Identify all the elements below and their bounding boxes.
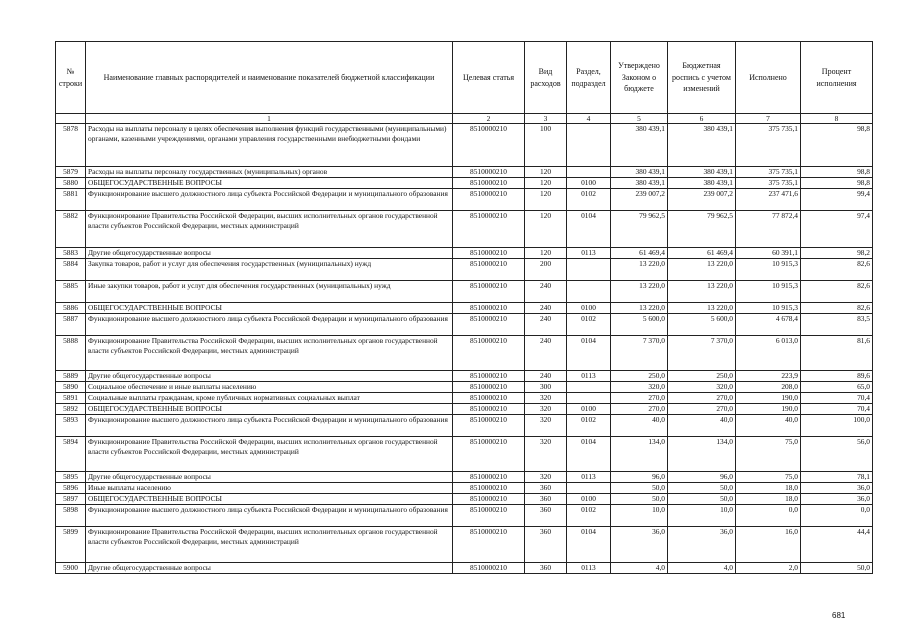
row-executed: 75,0 <box>736 472 801 483</box>
row-percent: 98,8 <box>801 124 873 167</box>
row-expense-type: 360 <box>525 483 567 494</box>
row-percent: 98,8 <box>801 178 873 189</box>
table-row <box>56 281 873 303</box>
row-executed: 18,0 <box>736 483 801 494</box>
header-row-no: № строки <box>56 42 86 114</box>
colnum-5: 5 <box>611 114 668 124</box>
table-row <box>56 527 873 563</box>
row-number: 5883 <box>56 248 86 259</box>
colnum-2: 2 <box>453 114 525 124</box>
row-percent: 70,4 <box>801 393 873 404</box>
table-row <box>56 167 873 178</box>
row-percent: 44,4 <box>801 527 873 563</box>
row-percent: 82,6 <box>801 303 873 314</box>
row-number: 5882 <box>56 211 86 248</box>
row-executed: 10 915,3 <box>736 281 801 303</box>
row-name: Функционирование высшего должностного лица субъекта Российской Федерации и муниципального образования <box>86 189 453 211</box>
row-target-article: 8510000210 <box>453 527 525 563</box>
row-section: 0113 <box>567 563 611 574</box>
header-section: Раздел, подраздел <box>567 42 611 114</box>
row-approved: 5 600,0 <box>611 314 668 336</box>
row-name: ОБЩЕГОСУДАРСТВЕННЫЕ ВОПРОСЫ <box>86 494 453 505</box>
row-name: Функционирование Правительства Российской Федерации, высших исполнительных органов государственной власти субъектов Российской Федерации, местных администраций <box>86 437 453 472</box>
row-number: 5893 <box>56 415 86 437</box>
row-section: 0100 <box>567 178 611 189</box>
row-number: 5898 <box>56 505 86 527</box>
row-section: 0104 <box>567 437 611 472</box>
row-budget-list: 250,0 <box>668 371 736 382</box>
row-budget-list: 13 220,0 <box>668 303 736 314</box>
row-expense-type: 120 <box>525 211 567 248</box>
row-approved: 50,0 <box>611 483 668 494</box>
row-target-article: 8510000210 <box>453 178 525 189</box>
row-approved: 250,0 <box>611 371 668 382</box>
row-number: 5878 <box>56 124 86 167</box>
table-row <box>56 382 873 393</box>
row-budget-list: 5 600,0 <box>668 314 736 336</box>
row-target-article: 8510000210 <box>453 472 525 483</box>
row-section <box>567 281 611 303</box>
row-expense-type: 320 <box>525 415 567 437</box>
row-name: Социальные выплаты гражданам, кроме публичных нормативных социальных выплат <box>86 393 453 404</box>
row-name: Функционирование высшего должностного лица субъекта Российской Федерации и муниципального образования <box>86 314 453 336</box>
row-section: 0102 <box>567 189 611 211</box>
row-budget-list: 239 007,2 <box>668 189 736 211</box>
row-percent: 97,4 <box>801 211 873 248</box>
row-approved: 96,0 <box>611 472 668 483</box>
row-section <box>567 124 611 167</box>
row-target-article: 8510000210 <box>453 303 525 314</box>
row-number: 5886 <box>56 303 86 314</box>
row-budget-list: 50,0 <box>668 483 736 494</box>
row-expense-type: 320 <box>525 393 567 404</box>
row-target-article: 8510000210 <box>453 167 525 178</box>
budget-execution-table <box>55 41 873 574</box>
row-expense-type: 360 <box>525 563 567 574</box>
row-name: Функционирование Правительства Российской Федерации, высших исполнительных органов государственной власти субъектов Российской Федерации, местных администраций <box>86 336 453 371</box>
row-expense-type: 120 <box>525 189 567 211</box>
table-row <box>56 189 873 211</box>
table-row <box>56 393 873 404</box>
table-row <box>56 472 873 483</box>
row-section: 0100 <box>567 494 611 505</box>
row-budget-list: 320,0 <box>668 382 736 393</box>
row-expense-type: 120 <box>525 178 567 189</box>
row-expense-type: 240 <box>525 314 567 336</box>
row-executed: 77 872,4 <box>736 211 801 248</box>
row-approved: 10,0 <box>611 505 668 527</box>
row-executed: 223,9 <box>736 371 801 382</box>
row-expense-type: 360 <box>525 505 567 527</box>
row-target-article: 8510000210 <box>453 382 525 393</box>
row-executed: 0,0 <box>736 505 801 527</box>
header-name: Наименование главных распорядителей и наименование показателей бюджетной классификации <box>86 42 453 114</box>
row-target-article: 8510000210 <box>453 371 525 382</box>
row-section <box>567 259 611 281</box>
row-target-article: 8510000210 <box>453 336 525 371</box>
row-name: Расходы на выплаты персоналу государственных (муниципальных) органов <box>86 167 453 178</box>
row-section: 0113 <box>567 472 611 483</box>
row-percent: 82,6 <box>801 281 873 303</box>
row-section <box>567 167 611 178</box>
row-executed: 2,0 <box>736 563 801 574</box>
row-percent: 99,4 <box>801 189 873 211</box>
row-target-article: 8510000210 <box>453 404 525 415</box>
colnum-1: 1 <box>86 114 453 124</box>
row-budget-list: 36,0 <box>668 527 736 563</box>
table-row <box>56 211 873 248</box>
table-row <box>56 336 873 371</box>
row-section: 0102 <box>567 415 611 437</box>
row-expense-type: 100 <box>525 124 567 167</box>
row-section: 0100 <box>567 404 611 415</box>
row-budget-list: 380 439,1 <box>668 124 736 167</box>
row-percent: 36,0 <box>801 494 873 505</box>
row-percent: 83,5 <box>801 314 873 336</box>
row-approved: 134,0 <box>611 437 668 472</box>
row-target-article: 8510000210 <box>453 259 525 281</box>
table-row <box>56 259 873 281</box>
row-budget-list: 270,0 <box>668 404 736 415</box>
row-executed: 4 678,4 <box>736 314 801 336</box>
row-target-article: 8510000210 <box>453 124 525 167</box>
row-name: ОБЩЕГОСУДАРСТВЕННЫЕ ВОПРОСЫ <box>86 303 453 314</box>
row-expense-type: 120 <box>525 167 567 178</box>
row-approved: 50,0 <box>611 494 668 505</box>
row-name: Функционирование высшего должностного лица субъекта Российской Федерации и муниципального образования <box>86 415 453 437</box>
row-section: 0113 <box>567 248 611 259</box>
row-section <box>567 382 611 393</box>
row-name: Иные закупки товаров, работ и услуг для обеспечения государственных (муниципальных) нужд <box>86 281 453 303</box>
row-name: ОБЩЕГОСУДАРСТВЕННЫЕ ВОПРОСЫ <box>86 404 453 415</box>
row-percent: 0,0 <box>801 505 873 527</box>
row-executed: 375 735,1 <box>736 124 801 167</box>
row-approved: 4,0 <box>611 563 668 574</box>
row-number: 5900 <box>56 563 86 574</box>
row-expense-type: 120 <box>525 248 567 259</box>
row-expense-type: 300 <box>525 382 567 393</box>
table-row <box>56 483 873 494</box>
row-budget-list: 4,0 <box>668 563 736 574</box>
row-percent: 65,0 <box>801 382 873 393</box>
row-expense-type: 320 <box>525 437 567 472</box>
row-section: 0104 <box>567 211 611 248</box>
row-number: 5889 <box>56 371 86 382</box>
header-executed: Исполнено <box>736 42 801 114</box>
row-approved: 380 439,1 <box>611 167 668 178</box>
row-approved: 13 220,0 <box>611 303 668 314</box>
row-number: 5887 <box>56 314 86 336</box>
header-row <box>56 42 873 114</box>
row-target-article: 8510000210 <box>453 415 525 437</box>
row-executed: 237 471,6 <box>736 189 801 211</box>
row-executed: 60 391,1 <box>736 248 801 259</box>
row-executed: 6 013,0 <box>736 336 801 371</box>
row-target-article: 8510000210 <box>453 505 525 527</box>
row-budget-list: 380 439,1 <box>668 178 736 189</box>
table-row <box>56 415 873 437</box>
header-expense-type: Вид расходов <box>525 42 567 114</box>
row-expense-type: 240 <box>525 303 567 314</box>
row-number: 5896 <box>56 483 86 494</box>
row-name: Другие общегосударственные вопросы <box>86 371 453 382</box>
row-name: Закупка товаров, работ и услуг для обеспечения государственных (муниципальных) нужд <box>86 259 453 281</box>
row-approved: 13 220,0 <box>611 281 668 303</box>
row-name: Функционирование Правительства Российской Федерации, высших исполнительных органов государственной власти субъектов Российской Федерации, местных администраций <box>86 527 453 563</box>
row-executed: 75,0 <box>736 437 801 472</box>
row-name: Социальное обеспечение и иные выплаты населению <box>86 382 453 393</box>
row-section: 0104 <box>567 527 611 563</box>
row-name: Другие общегосударственные вопросы <box>86 563 453 574</box>
row-percent: 81,6 <box>801 336 873 371</box>
row-approved: 270,0 <box>611 393 668 404</box>
colnum-7: 7 <box>736 114 801 124</box>
row-percent: 89,6 <box>801 371 873 382</box>
row-percent: 98,2 <box>801 248 873 259</box>
row-expense-type: 240 <box>525 371 567 382</box>
row-expense-type: 360 <box>525 494 567 505</box>
row-approved: 270,0 <box>611 404 668 415</box>
row-expense-type: 240 <box>525 336 567 371</box>
row-number: 5897 <box>56 494 86 505</box>
row-name: Другие общегосударственные вопросы <box>86 472 453 483</box>
row-budget-list: 61 469,4 <box>668 248 736 259</box>
table-row <box>56 124 873 167</box>
header-budget-list: Бюджетная роспись с учетом изменений <box>668 42 736 114</box>
row-section: 0113 <box>567 371 611 382</box>
row-number: 5888 <box>56 336 86 371</box>
row-number: 5879 <box>56 167 86 178</box>
row-executed: 16,0 <box>736 527 801 563</box>
row-section <box>567 393 611 404</box>
row-budget-list: 380 439,1 <box>668 167 736 178</box>
row-percent: 100,0 <box>801 415 873 437</box>
row-name: ОБЩЕГОСУДАРСТВЕННЫЕ ВОПРОСЫ <box>86 178 453 189</box>
table-row <box>56 303 873 314</box>
row-percent: 78,1 <box>801 472 873 483</box>
row-approved: 61 469,4 <box>611 248 668 259</box>
header-approved: Утверждено Законом о бюджете <box>611 42 668 114</box>
colnum-6: 6 <box>668 114 736 124</box>
row-executed: 190,0 <box>736 393 801 404</box>
table-row <box>56 371 873 382</box>
row-target-article: 8510000210 <box>453 393 525 404</box>
table-row <box>56 178 873 189</box>
row-approved: 7 370,0 <box>611 336 668 371</box>
colnum-4: 4 <box>567 114 611 124</box>
row-budget-list: 79 962,5 <box>668 211 736 248</box>
row-target-article: 8510000210 <box>453 314 525 336</box>
table-body <box>56 124 873 574</box>
header-target-article: Целевая статья <box>453 42 525 114</box>
colnum-0 <box>56 114 86 124</box>
row-budget-list: 7 370,0 <box>668 336 736 371</box>
row-approved: 320,0 <box>611 382 668 393</box>
row-name: Иные выплаты населению <box>86 483 453 494</box>
row-target-article: 8510000210 <box>453 281 525 303</box>
row-target-article: 8510000210 <box>453 437 525 472</box>
table-row <box>56 404 873 415</box>
row-budget-list: 96,0 <box>668 472 736 483</box>
row-executed: 208,0 <box>736 382 801 393</box>
row-executed: 10 915,3 <box>736 259 801 281</box>
row-approved: 79 962,5 <box>611 211 668 248</box>
row-number: 5891 <box>56 393 86 404</box>
row-target-article: 8510000210 <box>453 211 525 248</box>
table-row <box>56 494 873 505</box>
page-number: 681 <box>832 611 846 620</box>
row-percent: 36,0 <box>801 483 873 494</box>
row-section: 0100 <box>567 303 611 314</box>
row-number: 5892 <box>56 404 86 415</box>
row-name: Другие общегосударственные вопросы <box>86 248 453 259</box>
row-approved: 13 220,0 <box>611 259 668 281</box>
row-expense-type: 360 <box>525 527 567 563</box>
row-section: 0102 <box>567 505 611 527</box>
row-target-article: 8510000210 <box>453 189 525 211</box>
row-budget-list: 134,0 <box>668 437 736 472</box>
row-name: Функционирование высшего должностного лица субъекта Российской Федерации и муниципального образования <box>86 505 453 527</box>
row-budget-list: 270,0 <box>668 393 736 404</box>
row-number: 5885 <box>56 281 86 303</box>
row-approved: 380 439,1 <box>611 124 668 167</box>
row-approved: 380 439,1 <box>611 178 668 189</box>
row-number: 5884 <box>56 259 86 281</box>
row-executed: 18,0 <box>736 494 801 505</box>
row-number: 5895 <box>56 472 86 483</box>
row-executed: 375 735,1 <box>736 178 801 189</box>
row-executed: 40,0 <box>736 415 801 437</box>
row-expense-type: 320 <box>525 472 567 483</box>
row-executed: 10 915,3 <box>736 303 801 314</box>
table-row <box>56 248 873 259</box>
row-budget-list: 13 220,0 <box>668 259 736 281</box>
row-percent: 56,0 <box>801 437 873 472</box>
row-number: 5880 <box>56 178 86 189</box>
column-number-row <box>56 114 873 124</box>
row-number: 5890 <box>56 382 86 393</box>
row-executed: 375 735,1 <box>736 167 801 178</box>
row-number: 5894 <box>56 437 86 472</box>
row-name: Расходы на выплаты персоналу в целях обеспечения выполнения функций государственными (муниципальными) органами, казенными учреждениями, органами управления государственными внебюджетными фондами <box>86 124 453 167</box>
row-approved: 239 007,2 <box>611 189 668 211</box>
row-section <box>567 483 611 494</box>
row-executed: 190,0 <box>736 404 801 415</box>
row-target-article: 8510000210 <box>453 483 525 494</box>
row-budget-list: 50,0 <box>668 494 736 505</box>
row-target-article: 8510000210 <box>453 494 525 505</box>
row-percent: 70,4 <box>801 404 873 415</box>
table-row <box>56 437 873 472</box>
row-budget-list: 13 220,0 <box>668 281 736 303</box>
header-percent: Процент исполнения <box>801 42 873 114</box>
row-expense-type: 200 <box>525 259 567 281</box>
row-target-article: 8510000210 <box>453 248 525 259</box>
row-budget-list: 10,0 <box>668 505 736 527</box>
row-budget-list: 40,0 <box>668 415 736 437</box>
row-percent: 50,0 <box>801 563 873 574</box>
row-name: Функционирование Правительства Российской Федерации, высших исполнительных органов государственной власти субъектов Российской Федерации, местных администраций <box>86 211 453 248</box>
row-approved: 40,0 <box>611 415 668 437</box>
row-section: 0102 <box>567 314 611 336</box>
row-expense-type: 320 <box>525 404 567 415</box>
row-target-article: 8510000210 <box>453 563 525 574</box>
table-row <box>56 505 873 527</box>
row-section: 0104 <box>567 336 611 371</box>
row-approved: 36,0 <box>611 527 668 563</box>
row-expense-type: 240 <box>525 281 567 303</box>
table-row <box>56 563 873 574</box>
row-number: 5899 <box>56 527 86 563</box>
row-percent: 82,6 <box>801 259 873 281</box>
colnum-3: 3 <box>525 114 567 124</box>
row-number: 5881 <box>56 189 86 211</box>
row-percent: 98,8 <box>801 167 873 178</box>
table-row <box>56 314 873 336</box>
colnum-8: 8 <box>801 114 873 124</box>
